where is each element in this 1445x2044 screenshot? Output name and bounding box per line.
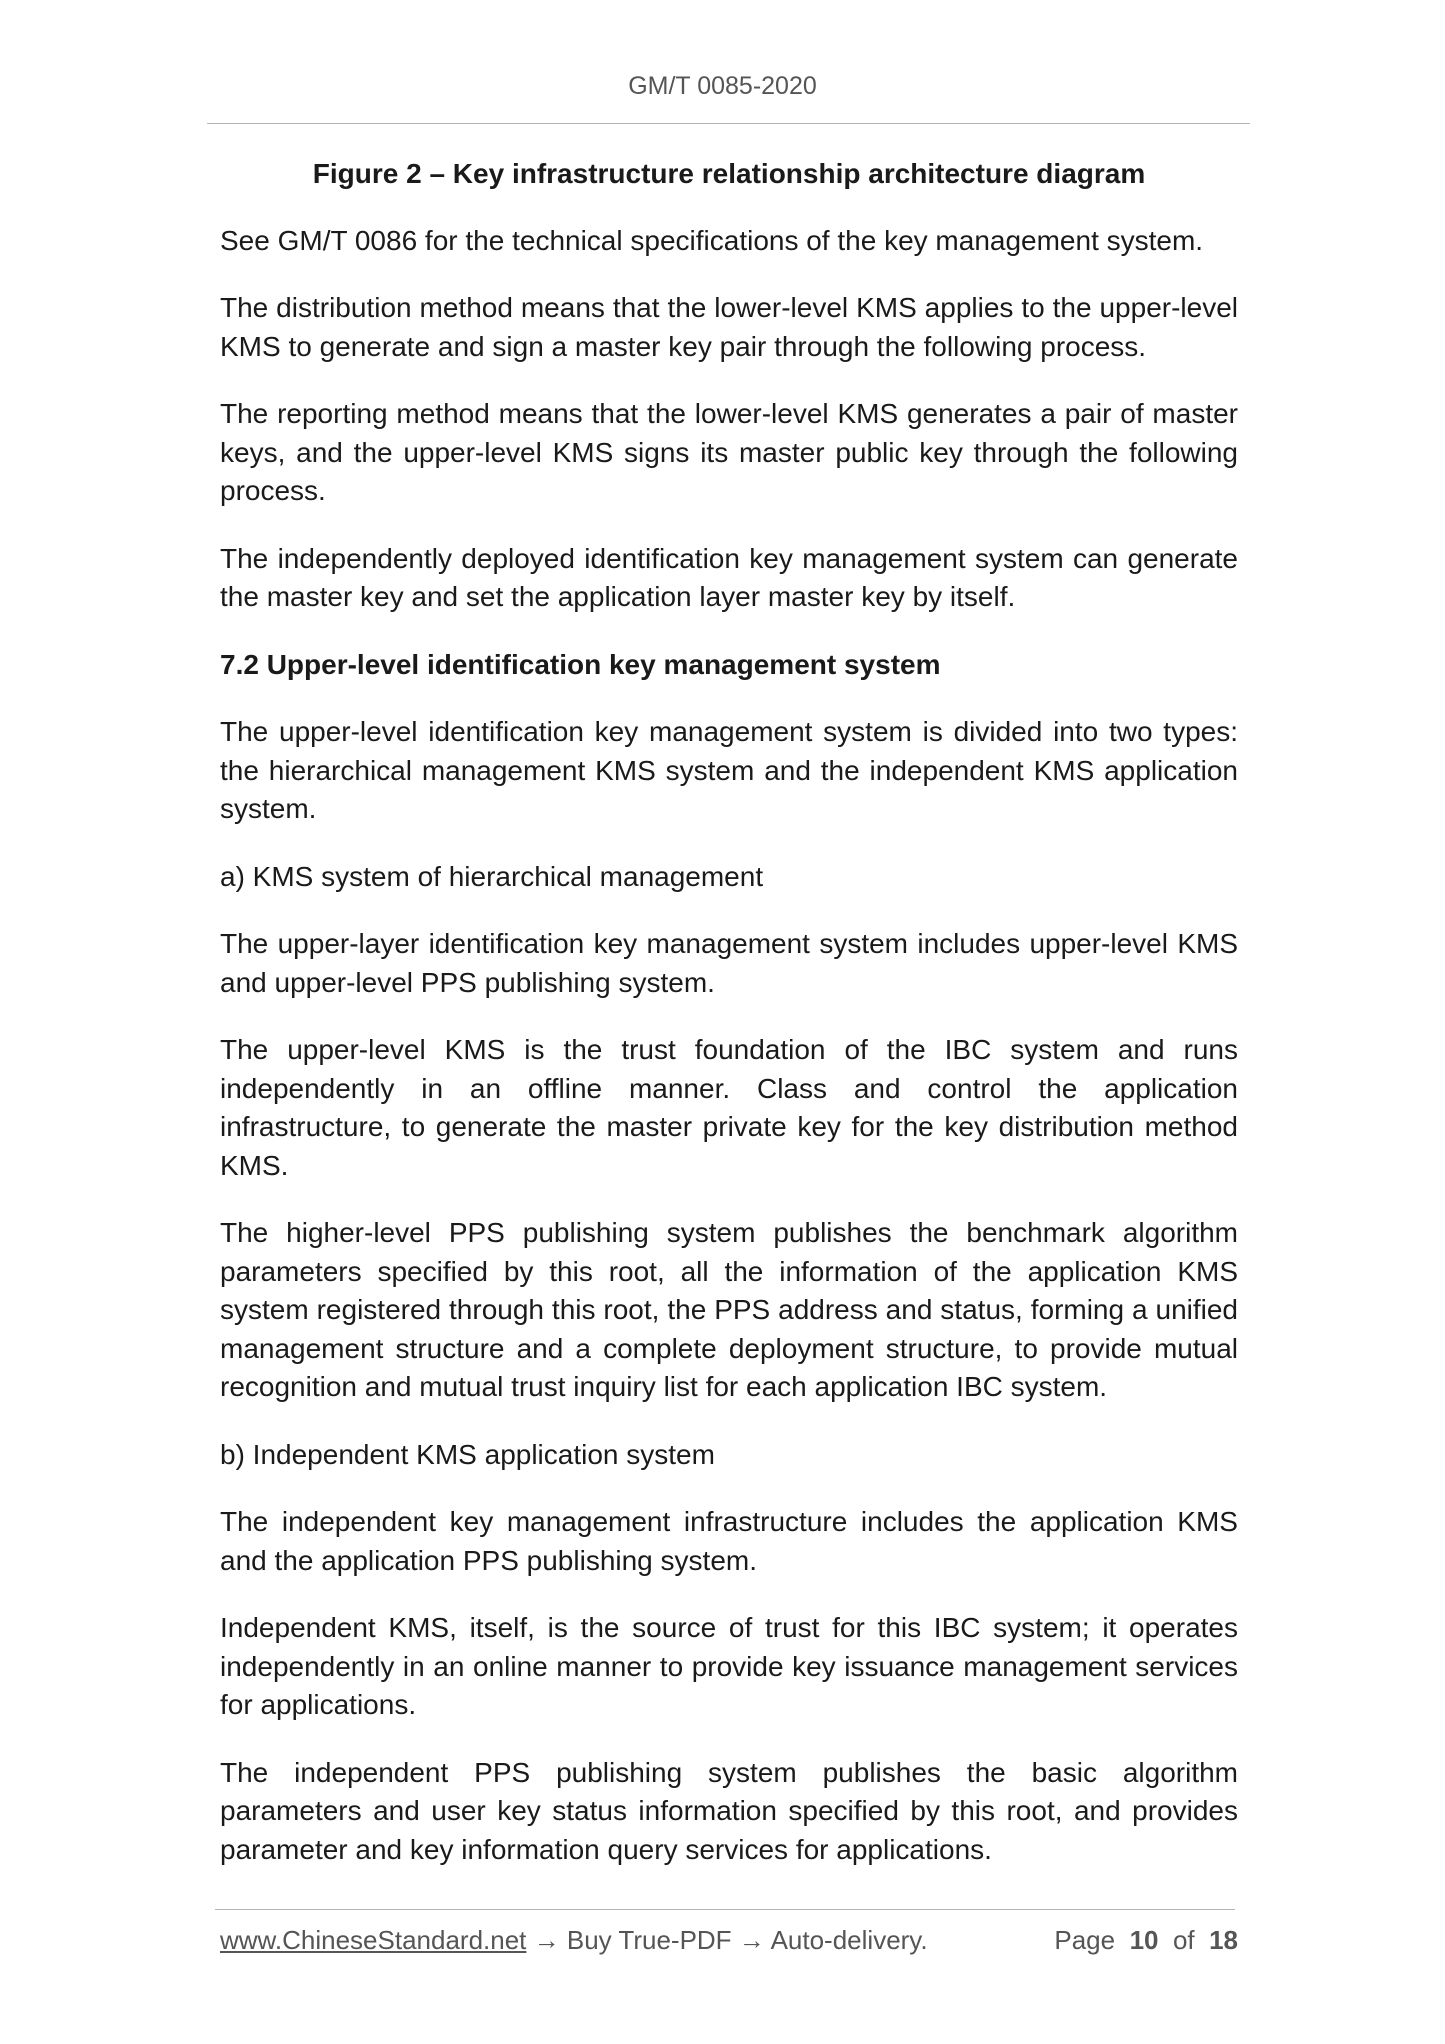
- page-current: 10: [1129, 1925, 1159, 1955]
- header-doc-number: GM/T 0085-2020: [628, 72, 817, 100]
- paragraph: The distribution method means that the lower-level KMS applies to the upper-level KMS to generate and sign a master key pair through the following process.: [220, 292, 1238, 362]
- paragraph: The independently deployed identification key management system can generate the master key and set the application layer master key by itself.: [220, 542, 1238, 612]
- footer-tagline: → Buy True-PDF → Auto-delivery.: [526, 1925, 928, 1955]
- page-indicator: [1054, 1925, 1238, 1956]
- website-link[interactable]: www.ChineseStandard.net: [220, 1925, 527, 1955]
- paragraph: The upper-layer identification key management system includes upper-level KMS and upper-level PPS publishing system.: [220, 928, 1238, 998]
- paragraph: The upper-level KMS is the trust foundation of the IBC system and runs independently in an offline manner. Class and control the application infrastructure, to generate the master private key for the key distribution method KMS.: [220, 1034, 1238, 1181]
- paragraph: The higher-level PPS publishing system publishes the benchmark algorithm parameters specified by this root, all the information of the application KMS system registered through this root, the PPS address and status, forming a unified management structure and a complete deployment structure, to provide mutual recognition and mutual trust inquiry list for each application IBC system.: [220, 1217, 1238, 1402]
- header-divider: [207, 123, 1250, 124]
- footer-divider: [215, 1909, 1235, 1910]
- page-content: [220, 155, 1238, 1898]
- paragraph: Independent KMS, itself, is the source of trust for this IBC system; it operates independently in an online manner to provide key issuance management services for applications.: [220, 1612, 1238, 1720]
- page-total: 18: [1209, 1925, 1238, 1955]
- paragraph: The upper-level identification key management system is divided into two types: the hierarchical management KMS system and the independent KMS application system.: [220, 716, 1238, 824]
- paragraph: The reporting method means that the lower-level KMS generates a pair of master keys, and the upper-level KMS signs its master public key through the following process.: [220, 398, 1238, 506]
- page-of-label: of: [1172, 1925, 1195, 1955]
- list-item-label: b) Independent KMS application system: [220, 1438, 715, 1470]
- paragraph: See GM/T 0086 for the technical specifications of the key management system.: [220, 224, 1204, 256]
- page-footer: [220, 1925, 1238, 1956]
- section-heading: 7.2 Upper-level identification key management system: [220, 648, 941, 680]
- paragraph: The independent key management infrastructure includes the application KMS and the application PPS publishing system.: [220, 1506, 1238, 1576]
- list-item-label: a) KMS system of hierarchical management: [220, 860, 764, 892]
- figure-caption: Figure 2 – Key infrastructure relationship architecture diagram: [312, 158, 1146, 189]
- footer-promo: [220, 1925, 928, 1956]
- paragraph: The independent PPS publishing system publishes the basic algorithm parameters and user key status information specified by this root, and provides parameter and key information query services for applications.: [220, 1756, 1238, 1865]
- page-label: Page: [1054, 1925, 1116, 1955]
